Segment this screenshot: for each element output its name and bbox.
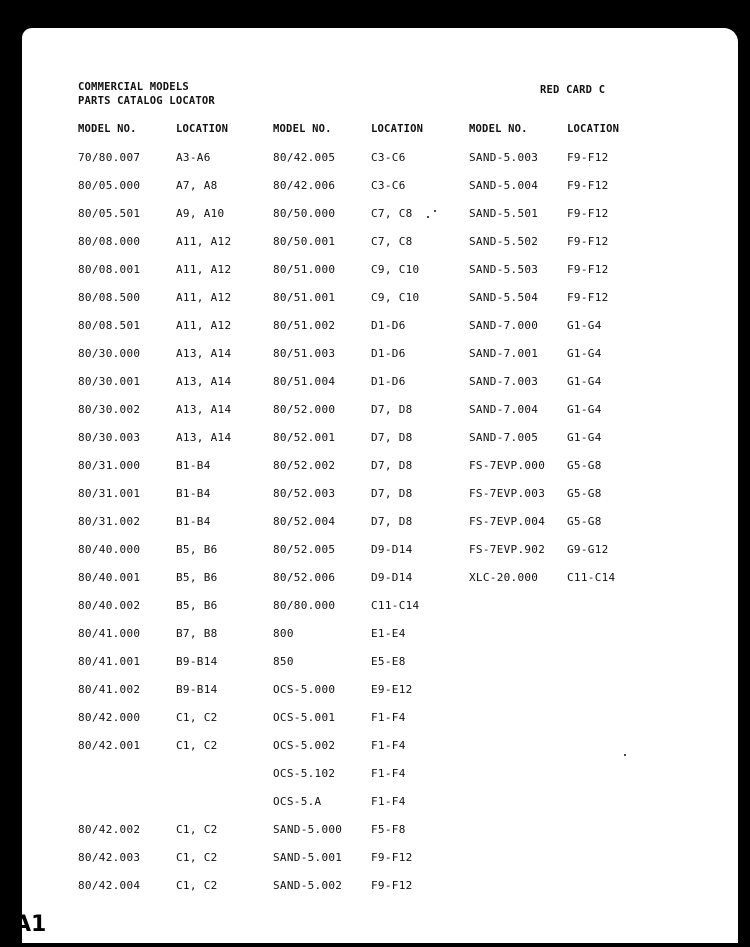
model-number: OCS-5.001 (273, 711, 336, 724)
location-header: LOCATION (371, 123, 424, 135)
model-number: SAND-5.003 (469, 151, 539, 164)
location-value: A11, A12 (176, 319, 232, 332)
table-column-3 (469, 123, 667, 599)
table-row (78, 879, 272, 907)
table-row (273, 627, 469, 655)
table-row (469, 319, 667, 347)
rows-container (78, 151, 272, 907)
location-value: F5-F8 (371, 823, 406, 836)
location-value: G1-G4 (567, 375, 602, 388)
model-number: 80/52.005 (273, 543, 336, 556)
table-row (78, 151, 272, 179)
table-row (273, 403, 469, 431)
model-number: 80/31.000 (78, 459, 141, 472)
model-number: FS-7EVP.003 (469, 487, 546, 500)
model-number: SAND-5.504 (469, 291, 539, 304)
location-value: D7, D8 (371, 515, 413, 528)
location-value: F9-F12 (567, 207, 609, 220)
column-header (469, 123, 667, 151)
table-row (78, 291, 272, 319)
location-value: B1-B4 (176, 487, 211, 500)
location-value: C1, C2 (176, 823, 218, 836)
model-number (78, 767, 176, 795)
table-row (469, 515, 667, 543)
table-row (273, 599, 469, 627)
table-row (273, 207, 469, 235)
table-row (273, 571, 469, 599)
model-number: 850 (273, 655, 294, 668)
model-number: 80/42.000 (78, 711, 141, 724)
table-row (78, 319, 272, 347)
model-number: 80/41.001 (78, 655, 141, 668)
model-number: 80/08.001 (78, 263, 141, 276)
model-number: 80/41.000 (78, 627, 141, 640)
table-row (273, 291, 469, 319)
table-column-2 (273, 123, 469, 907)
model-number: 800 (273, 627, 294, 640)
location-value: C11-C14 (567, 571, 616, 584)
location-value: D7, D8 (371, 403, 413, 416)
table-row (78, 543, 272, 571)
location-value: B1-B4 (176, 459, 211, 472)
table-row (78, 795, 272, 823)
location-value: G5-G8 (567, 487, 602, 500)
model-number: 80/51.001 (273, 291, 336, 304)
table-row (469, 571, 667, 599)
model-number: 80/40.000 (78, 543, 141, 556)
table-row (78, 459, 272, 487)
table-row (273, 767, 469, 795)
model-number: 80/41.002 (78, 683, 141, 696)
model-number: FS-7EVP.004 (469, 515, 546, 528)
table-row (469, 235, 667, 263)
table-row (78, 207, 272, 235)
location-value: C1, C2 (176, 879, 218, 892)
model-number: OCS-5.000 (273, 683, 336, 696)
model-number: 80/51.003 (273, 347, 336, 360)
scan-speck (427, 216, 429, 218)
location-value: G1-G4 (567, 431, 602, 444)
model-number (78, 795, 176, 823)
scan-speck (434, 210, 436, 212)
model-number: 80/40.001 (78, 571, 141, 584)
location-value: F9-F12 (567, 179, 609, 192)
model-number: 80/31.002 (78, 515, 141, 528)
location-value: F9-F12 (567, 151, 609, 164)
location-value: B9-B14 (176, 683, 218, 696)
model-number: 80/51.002 (273, 319, 336, 332)
table-row (78, 823, 272, 851)
model-number: 80/30.002 (78, 403, 141, 416)
model-number: OCS-5.002 (273, 739, 336, 752)
location-value: C3-C6 (371, 151, 406, 164)
model-number: SAND-5.503 (469, 263, 539, 276)
model-number: 80/05.501 (78, 207, 141, 220)
location-value: D9-D14 (371, 571, 413, 584)
location-value: E1-E4 (371, 627, 406, 640)
scan-speck (624, 754, 626, 756)
table-row (78, 515, 272, 543)
table-column-1 (78, 123, 272, 907)
table-row (469, 543, 667, 571)
model-number: 80/52.002 (273, 459, 336, 472)
model-number: 80/51.000 (273, 263, 336, 276)
model-number: 80/42.004 (78, 879, 141, 892)
location-value: D1-D6 (371, 347, 406, 360)
table-row (273, 543, 469, 571)
model-number: SAND-5.000 (273, 823, 343, 836)
model-number: SAND-5.004 (469, 179, 539, 192)
table-row (469, 403, 667, 431)
location-value: F9-F12 (567, 263, 609, 276)
table-row (273, 179, 469, 207)
table-row (469, 207, 667, 235)
model-number: 80/51.004 (273, 375, 336, 388)
location-value: F9-F12 (371, 879, 413, 892)
location-value (176, 795, 272, 823)
model-number: 80/52.000 (273, 403, 336, 416)
model-number: 80/42.001 (78, 739, 141, 752)
location-value: B1-B4 (176, 515, 211, 528)
model-number: 80/42.003 (78, 851, 141, 864)
location-value: F9-F12 (567, 235, 609, 248)
model-number: XLC-20.000 (469, 571, 539, 584)
location-value: D1-D6 (371, 375, 406, 388)
model-number: SAND-7.005 (469, 431, 539, 444)
location-value: A9, A10 (176, 207, 225, 220)
model-number: SAND-5.002 (273, 879, 343, 892)
model-number: 80/30.000 (78, 347, 141, 360)
location-value: G9-G12 (567, 543, 609, 556)
model-number: 80/05.000 (78, 179, 141, 192)
location-value: G1-G4 (567, 347, 602, 360)
location-value: F1-F4 (371, 795, 406, 808)
location-value: G1-G4 (567, 319, 602, 332)
table-row (273, 739, 469, 767)
location-value: B7, B8 (176, 627, 218, 640)
document-header (78, 80, 215, 108)
location-value: C9, C10 (371, 291, 420, 304)
table-row (273, 879, 469, 907)
document-page (22, 28, 738, 943)
model-number: 80/42.006 (273, 179, 336, 192)
location-value: C9, C10 (371, 263, 420, 276)
model-number: 80/52.003 (273, 487, 336, 500)
table-row (78, 599, 272, 627)
table-row (469, 263, 667, 291)
location-value: G5-G8 (567, 515, 602, 528)
table-row (78, 179, 272, 207)
model-header: MODEL NO. (469, 123, 528, 135)
table-row (273, 683, 469, 711)
model-number: OCS-5.A (273, 795, 322, 808)
page-label: A1 (14, 912, 47, 937)
location-value: A3-A6 (176, 151, 211, 164)
model-number: 80/80.000 (273, 599, 336, 612)
location-value: A13, A14 (176, 347, 232, 360)
table-row (469, 291, 667, 319)
location-value: D1-D6 (371, 319, 406, 332)
model-number: SAND-7.004 (469, 403, 539, 416)
table-row (78, 235, 272, 263)
table-row (78, 347, 272, 375)
model-number: 80/52.001 (273, 431, 336, 444)
location-value: F9-F12 (567, 291, 609, 304)
table-row (78, 655, 272, 683)
location-value: G5-G8 (567, 459, 602, 472)
location-value: B9-B14 (176, 655, 218, 668)
table-row (469, 459, 667, 487)
table-row (78, 767, 272, 795)
red-card-label: RED CARD C (540, 84, 606, 96)
table-row (273, 487, 469, 515)
table-row (273, 431, 469, 459)
model-number: SAND-7.001 (469, 347, 539, 360)
table-row (78, 403, 272, 431)
table-row (273, 795, 469, 823)
table-row (78, 683, 272, 711)
table-row (273, 347, 469, 375)
model-number: 80/50.001 (273, 235, 336, 248)
column-header (273, 123, 469, 151)
model-number: 80/08.500 (78, 291, 141, 304)
table-row (469, 487, 667, 515)
location-value: B5, B6 (176, 543, 218, 556)
location-value: C1, C2 (176, 851, 218, 864)
location-value: D7, D8 (371, 487, 413, 500)
location-header: LOCATION (176, 123, 229, 135)
table-row (78, 851, 272, 879)
model-header: MODEL NO. (78, 123, 137, 135)
location-value: F1-F4 (371, 767, 406, 780)
table-row (469, 431, 667, 459)
location-value: B5, B6 (176, 599, 218, 612)
model-number: 80/42.002 (78, 823, 141, 836)
location-value: A7, A8 (176, 179, 218, 192)
location-header: LOCATION (567, 123, 620, 135)
table-row (78, 711, 272, 739)
table-row (273, 851, 469, 879)
location-value: B5, B6 (176, 571, 218, 584)
table-row (273, 823, 469, 851)
rows-container (469, 151, 667, 599)
location-value: F1-F4 (371, 711, 406, 724)
model-number: 80/52.006 (273, 571, 336, 584)
model-number: 80/31.001 (78, 487, 141, 500)
model-number: SAND-7.003 (469, 375, 539, 388)
table-row (78, 739, 272, 767)
column-header (78, 123, 272, 151)
model-number: 80/30.003 (78, 431, 141, 444)
table-row (469, 347, 667, 375)
location-value: F9-F12 (371, 851, 413, 864)
location-value: A13, A14 (176, 403, 232, 416)
location-value: E5-E8 (371, 655, 406, 668)
location-value: E9-E12 (371, 683, 413, 696)
model-number: FS-7EVP.902 (469, 543, 546, 556)
table-row (273, 515, 469, 543)
table-row (273, 319, 469, 347)
model-number: 80/08.501 (78, 319, 141, 332)
model-number: FS-7EVP.000 (469, 459, 546, 472)
table-row (273, 375, 469, 403)
location-value: D7, D8 (371, 459, 413, 472)
header-title-line1: COMMERCIAL MODELS (78, 81, 189, 93)
model-number: 80/30.001 (78, 375, 141, 388)
location-value: A11, A12 (176, 291, 232, 304)
location-value: A13, A14 (176, 375, 232, 388)
model-number: 80/50.000 (273, 207, 336, 220)
table-row (273, 235, 469, 263)
header-title-line2: PARTS CATALOG LOCATOR (78, 95, 215, 107)
model-header: MODEL NO. (273, 123, 332, 135)
model-number: 70/80.007 (78, 151, 141, 164)
rows-container (273, 151, 469, 907)
location-value: C1, C2 (176, 739, 218, 752)
location-value: C1, C2 (176, 711, 218, 724)
model-number: SAND-5.001 (273, 851, 343, 864)
table-row (273, 459, 469, 487)
location-value: G1-G4 (567, 403, 602, 416)
location-value: A11, A12 (176, 263, 232, 276)
table-row (78, 375, 272, 403)
model-number: 80/40.002 (78, 599, 141, 612)
table-row (469, 375, 667, 403)
table-row (469, 179, 667, 207)
model-number: SAND-5.501 (469, 207, 539, 220)
model-number: 80/52.004 (273, 515, 336, 528)
location-value: C3-C6 (371, 179, 406, 192)
table-row (78, 263, 272, 291)
location-value: C7, C8 (371, 235, 413, 248)
model-number: 80/08.000 (78, 235, 141, 248)
location-value: D7, D8 (371, 431, 413, 444)
location-value: C11-C14 (371, 599, 420, 612)
location-value: D9-D14 (371, 543, 413, 556)
table-row (273, 151, 469, 179)
model-number: SAND-5.502 (469, 235, 539, 248)
location-value: C7, C8 (371, 207, 413, 220)
table-row (78, 627, 272, 655)
model-number: SAND-7.000 (469, 319, 539, 332)
table-row (273, 711, 469, 739)
model-number: OCS-5.102 (273, 767, 336, 780)
table-row (273, 655, 469, 683)
table-row (78, 431, 272, 459)
table-row (469, 151, 667, 179)
location-value (176, 767, 272, 795)
table-row (273, 263, 469, 291)
table-row (78, 487, 272, 515)
table-row (78, 571, 272, 599)
location-value: A11, A12 (176, 235, 232, 248)
model-number: 80/42.005 (273, 151, 336, 164)
location-value: A13, A14 (176, 431, 232, 444)
location-value: F1-F4 (371, 739, 406, 752)
